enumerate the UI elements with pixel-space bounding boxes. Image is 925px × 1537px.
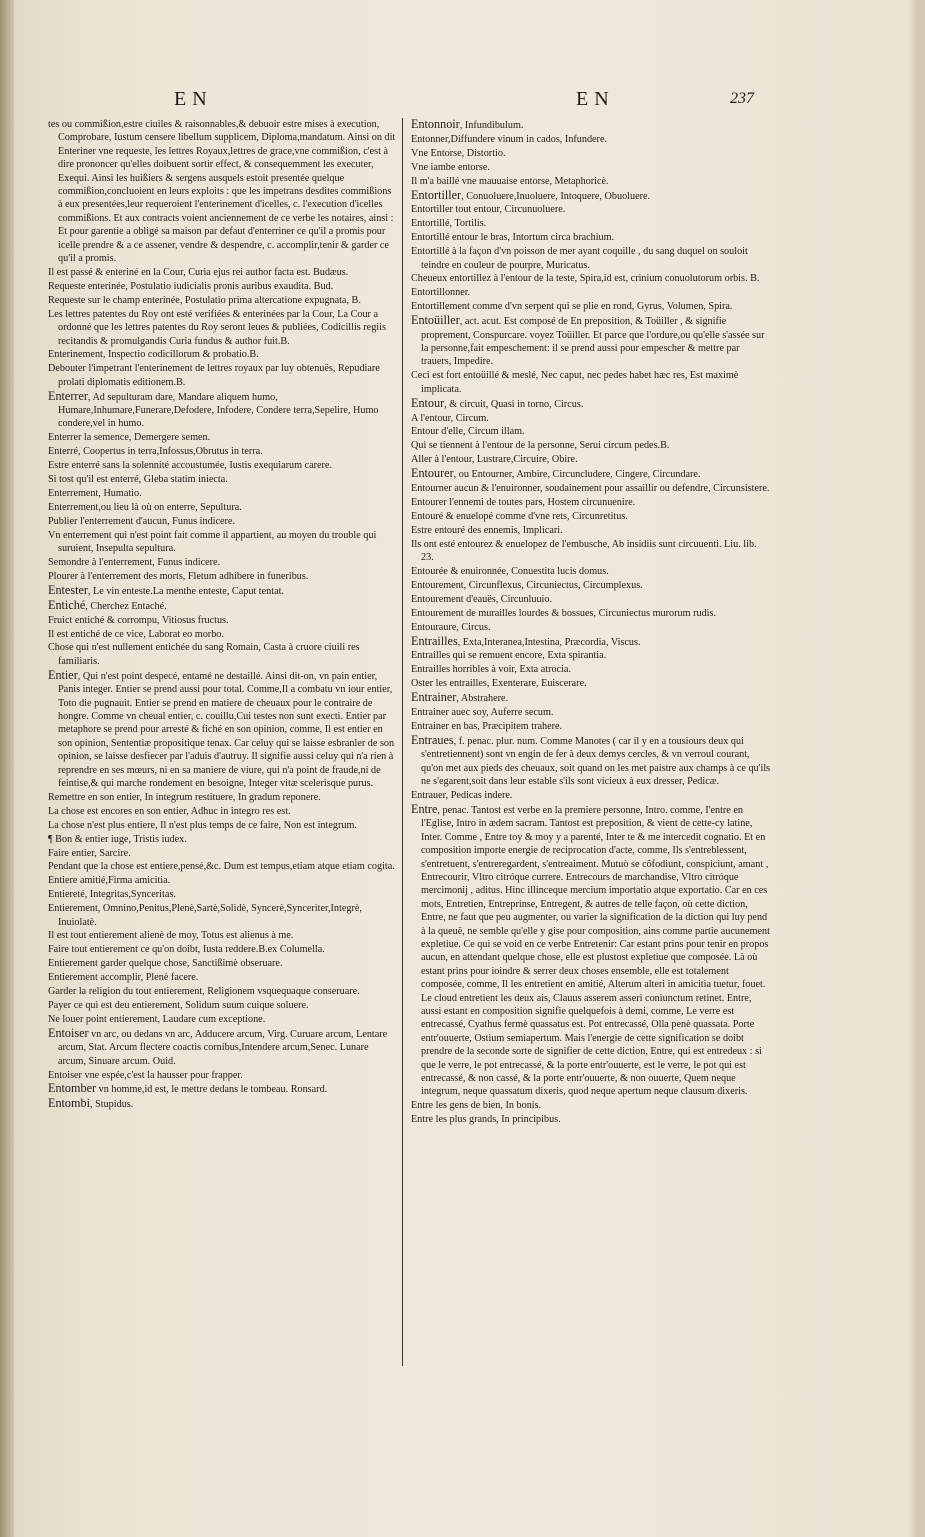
- book-gutter: [0, 0, 14, 1537]
- dictionary-entry: [411, 133, 771, 146]
- entry-headword: Entrailles: [411, 633, 458, 648]
- entry-gloss: Il est entiché de ce vice, Laborat eo morbo.: [48, 628, 224, 640]
- dictionary-entry: [411, 565, 771, 578]
- entry-gloss: Entrauer, Pedicas indere.: [411, 790, 513, 801]
- dictionary-entry: [48, 266, 396, 279]
- entry-gloss: Entiere amitié,Firma amicitia.: [48, 875, 171, 887]
- dictionary-entry: [48, 669, 396, 791]
- entry-gloss: Ils ont esté entourez & enuelopez de l'embusche, Ab insidiis sunt circuuenti. Liu. lib. 23.: [411, 538, 757, 564]
- dictionary-entry: [48, 515, 396, 528]
- dictionary-entry: [411, 189, 771, 203]
- entry-gloss: Entre les plus grands, In principibus.: [411, 1114, 561, 1126]
- entry-gloss: Entiereté, Integritas,Synceritas.: [48, 889, 176, 901]
- dictionary-entry: [411, 607, 771, 620]
- dictionary-entry: [48, 628, 396, 641]
- dictionary-entry: [411, 147, 771, 160]
- entry-headword: Enterrer: [48, 388, 88, 403]
- entry-gloss: , Cherchez Entaché.: [85, 600, 167, 612]
- entry-gloss: Entonner,Diffundere vinum in cados, Infundere.: [411, 133, 608, 145]
- dictionary-entry: [411, 706, 771, 719]
- dictionary-entry: [48, 473, 396, 486]
- entry-gloss: Ceci est fort entoüillé & meslé, Nec caput, nec pedes habet hæc res, Est maximè implicata.: [411, 370, 739, 395]
- entry-gloss: Les lettres patentes du Roy ont esté verifiées & enterinées par la Cour, La Cour a ordonné que les lettres patentes du Roy seront leues & publiées, Codicillis regiis recitandis & promulgandis Curia fundus & author fuit.B.: [48, 308, 386, 347]
- entry-headword: Entoüiller: [411, 313, 460, 328]
- entry-gloss: Oster les entrailles, Exenterare, Euiscerare.: [411, 678, 587, 690]
- entry-gloss: Faire tout entierement ce qu'on doibt, Iusta reddere.B.ex Columella.: [48, 944, 325, 956]
- dictionary-entry: [411, 496, 771, 509]
- entry-gloss: vn arc, ou dedans vn arc, Adducere arcum, Virg. Curuare arcum, Lentare arcum, Stat. Arcum flectere coactis cornibus,Intendere arcum,Senec. Lunare arcum, Sinuare arcum. Ouid.: [58, 1028, 388, 1067]
- entry-gloss: Entouré & enuelopé comme d'vne rets, Circunretitus.: [411, 510, 628, 522]
- dictionary-entry: [48, 985, 396, 998]
- dictionary-entry: [411, 300, 771, 313]
- entry-headword: Entraues: [411, 732, 454, 747]
- dictionary-entry: [411, 1099, 771, 1112]
- dictionary-entry: [411, 272, 771, 285]
- dictionary-entry: [48, 501, 396, 514]
- dictionary-entry: [411, 369, 771, 396]
- entry-gloss: Debouter l'impetrant l'enterinement de lettres royaux par luy obtenuës, Repudiare prolati diplomatis editionem.B.: [48, 363, 380, 388]
- dictionary-entry: [48, 1013, 396, 1026]
- dictionary-entry: [48, 459, 396, 472]
- dictionary-entry: [411, 217, 771, 230]
- dictionary-entry: [48, 348, 396, 361]
- dictionary-entry: [48, 805, 396, 818]
- dictionary-entry: [411, 245, 771, 272]
- dictionary-page: [14, 0, 917, 1537]
- entry-gloss: Entour d'elle, Circum illam.: [411, 426, 525, 438]
- header-left-guide: EN: [174, 88, 213, 110]
- entry-headword: Entre: [411, 801, 438, 816]
- entry-gloss: La chose est encores en son entier, Adhuc in integro res est.: [48, 805, 291, 817]
- entry-gloss: , f. penac. plur. num. Comme Manotes ( car il y en a tousiours deux qui s'entretiennent) sont vn engin de fer à deux demys cercles, & vn verroul courant, qu'on met aux pieds des cheuaux, soit quand on les met paistre aux champs à ce qu'ils ne s'egarent,soit dans leur estable s'ils sont vicieux à eux dresser, Pedicæ.: [421, 735, 771, 788]
- dictionary-entry: [411, 635, 771, 649]
- entry-gloss: Entrainer auec soy, Auferre secum.: [411, 707, 554, 719]
- entry-gloss: , Abstrahere.: [456, 693, 509, 705]
- dictionary-entry: [411, 412, 771, 425]
- entry-gloss: Aller à l'entour, Lustrare,Circuire, Obire.: [411, 454, 578, 466]
- entry-gloss: , Ad sepulturam dare, Mandare aliquem humo, Humare,Inhumare,Funerare,Defodere, Infodere, Condere terra,Sepelire, Humo condere,vel in humo.: [58, 391, 379, 430]
- entry-headword: Entier: [48, 667, 78, 682]
- entry-headword: Entour: [411, 395, 445, 410]
- dictionary-entry: [411, 538, 771, 565]
- entry-gloss: Semondre à l'enterrement, Funus indicere.: [48, 557, 221, 568]
- dictionary-entry: [48, 971, 396, 984]
- entry-headword: Entoiser: [48, 1025, 89, 1040]
- entry-gloss: tes ou commißion,estre ciuiles & raisonnables,& debuoir estre mises à execution, Comprobare, Iustum censere libellum supplicem, Diploma,mandatum. Ainsi on dit Enteriner vne requeste, les lettres Royaux,lettres de grace,vne commißion, c'est à dire prononcer qu'elles doibuent sortir effect, & consequemment les executer, Exequi. Ainsi les huißiers & sergens ausquels estoit presentée quelque commißion,concluoient en leurs exploits : que les impetrans desdites commißions à eux presentées,leur requeroient l'enterinement d'icelles, c. l'execution d'icelles commißions. Et aux contracts voient anciennement de ce verbe les notaires, ainsi : Et pour garentie a obligé sa maison par defaut d'enterriner ce qu'il a promis pour icelle prendre & a ce assener, vendre & despendre, c. accomplir,tenir & garder ce qu'il a promis.: [48, 119, 396, 265]
- page-edge: [909, 0, 917, 1537]
- entry-gloss: Entortillé entour le bras, Intortum circa brachium.: [411, 232, 615, 244]
- entry-gloss: Entourer l'ennemi de toutes pars, Hostem circunuenire.: [411, 496, 636, 508]
- dictionary-entry: [411, 286, 771, 299]
- dictionary-entry: [48, 584, 396, 598]
- entry-gloss: Entrainer en bas, Præcipitem trahere.: [411, 720, 563, 732]
- dictionary-entry: [48, 487, 396, 500]
- dictionary-entry: [48, 847, 396, 860]
- dictionary-entry: [48, 1069, 396, 1082]
- entry-gloss: Enterinement, Inspectio codicillorum & probatio.B.: [48, 349, 259, 361]
- entry-gloss: Entourner aucun & l'enuironner, soudainement pour assaillir ou defendre, Circunsistere.: [411, 483, 770, 495]
- dictionary-entry: [48, 362, 396, 389]
- entry-gloss: Remettre en son entier, In integrum restituere, In gradum reponere.: [48, 791, 321, 803]
- entry-gloss: vn homme,id est, le mettre dedans le tombeau. Ronsard.: [96, 1084, 328, 1096]
- entry-gloss: , ou Entourner, Ambire, Circuncludere, Cingere, Circundare.: [453, 469, 701, 481]
- dictionary-entry: [411, 579, 771, 592]
- entry-gloss: Il m'a baillé vne mauuaise entorse, Metaphoricè.: [411, 175, 609, 187]
- entry-gloss: Enterrement, Humatio.: [48, 487, 142, 499]
- entry-gloss: , Infundibulum.: [459, 120, 524, 131]
- dictionary-entry: [411, 397, 771, 411]
- entry-gloss: , Conuoluere,Inuoluere, Intoquere, Obuoluere.: [461, 190, 651, 202]
- entry-gloss: , act. acut. Est composé de En preposition, & Toüiller , & signifie proprement, Conspurcare. voyez Toüiller. Et parce que l'ordure,ou qu'elle s'assée sur la personne,fait empeschement: il se prend aussi pour empescher & mettre par trauers, Impedire.: [421, 316, 765, 368]
- entry-headword: Entester: [48, 582, 88, 597]
- dictionary-entry: [411, 649, 771, 662]
- entry-gloss: Entourement, Circunflexus, Circuniectus, Circumplexus.: [411, 579, 643, 591]
- column-rule: [402, 118, 403, 1366]
- dictionary-entry: [48, 902, 396, 929]
- entry-gloss: , Le vin enteste.La menthe enteste, Caput tentat.: [87, 585, 284, 597]
- dictionary-entry: [411, 524, 771, 537]
- entry-gloss: , & circuit, Quasi in torno, Circus.: [444, 398, 584, 410]
- dictionary-entry: [411, 510, 771, 523]
- dictionary-entry: [48, 943, 396, 956]
- dictionary-entry: [48, 888, 396, 901]
- entry-gloss: Entourée & enuironnée, Conuestita lucis domus.: [411, 566, 609, 577]
- entry-gloss: ¶ Bon & entier iuge, Tristis iudex.: [48, 833, 187, 845]
- dictionary-entry: [411, 691, 771, 705]
- running-header: [14, 88, 917, 114]
- dictionary-entry: [48, 556, 396, 569]
- entry-gloss: Entrailles horribles à voir, Exta atrocia.: [411, 664, 571, 676]
- entry-gloss: Fruict entiché & corrompu, Vitiosus fructus.: [48, 614, 229, 626]
- dictionary-entry: [48, 529, 396, 556]
- entry-gloss: , Stupidus.: [89, 1099, 134, 1111]
- dictionary-entry: [48, 445, 396, 458]
- dictionary-entry: [48, 599, 396, 613]
- page-number: 237: [730, 90, 754, 107]
- entry-gloss: Enterrement,ou lieu là où on enterre, Sepultura.: [48, 501, 242, 513]
- entry-gloss: Cheueux entortillez à l'entour de la teste, Spira,id est, crinium conuolutorum orbis. B.: [411, 273, 760, 285]
- entry-gloss: , Exta,Interanea,Intestina, Præcordia, Viscus.: [457, 636, 641, 648]
- entry-gloss: Qui se tiennent à l'entour de la personne, Serui circum pedes.B.: [411, 440, 670, 452]
- entry-gloss: Entortiller tout entour, Circunuoluere.: [411, 204, 566, 216]
- entry-gloss: Entierement garder quelque chose, Sanctißimè obseruare.: [48, 958, 283, 970]
- dictionary-entry: [48, 570, 396, 583]
- dictionary-entry: [411, 314, 771, 369]
- dictionary-entry: [48, 791, 396, 804]
- dictionary-entry: [411, 720, 771, 733]
- header-right-guide: EN: [576, 88, 615, 110]
- entry-gloss: Entourement de murailles lourdes & bossues, Circuniectus murorum rudis.: [411, 607, 717, 619]
- entry-gloss: Entierement, Omnino,Penitus,Plenè,Sartè,Solidè, Syncerè,Synceriter,Integrè, Inuiolatè.: [48, 903, 362, 928]
- entry-gloss: Vn enterrement qui n'est point fait comme il appartient, au moyen du trouble qui suruient, Insepulta sepultura.: [48, 529, 377, 555]
- dictionary-entry: [411, 621, 771, 634]
- dictionary-entry: [48, 999, 396, 1012]
- dictionary-entry: [48, 1097, 396, 1111]
- dictionary-entry: [48, 308, 396, 348]
- entry-gloss: Enterré, Coopertus in terra,Infossus,Obrutus in terra.: [48, 446, 263, 458]
- entry-gloss: Vne iambe entorse.: [411, 161, 490, 173]
- entry-headword: Entombi: [48, 1096, 90, 1111]
- dictionary-entry: [411, 231, 771, 244]
- dictionary-entry: [411, 425, 771, 438]
- dictionary-entry: [48, 431, 396, 444]
- entry-gloss: Chose qui n'est nullement entichée du sang Romain, Casta à cruore ciuili res familiaris.: [48, 642, 360, 667]
- dictionary-entry: [48, 833, 396, 846]
- dictionary-entry: [411, 789, 771, 802]
- entry-gloss: Plourer à l'enterrement des morts, Fletum adhibere in funeribus.: [48, 570, 309, 582]
- dictionary-entry: [48, 957, 396, 970]
- dictionary-entry: [48, 819, 396, 832]
- entry-headword: Entiché: [48, 597, 86, 612]
- entry-gloss: Estre entouré des ennemis, Implicari.: [411, 524, 563, 536]
- entry-gloss: Entoiser vne espée,c'est la hausser pour frapper.: [48, 1069, 243, 1081]
- entry-gloss: Entourement d'eauës, Circunluuio.: [411, 593, 553, 605]
- entry-gloss: A l'entour, Circum.: [411, 412, 489, 424]
- dictionary-entry: [411, 663, 771, 676]
- entry-gloss: Il est tout entierement alienè de moy, Totus est alienus à me.: [48, 930, 294, 942]
- entry-gloss: Vne Entorse, Distortio.: [411, 147, 506, 159]
- dictionary-entry: [48, 614, 396, 627]
- dictionary-entry: [411, 467, 771, 481]
- entry-gloss: Entortillé, Tortilis.: [411, 218, 487, 230]
- entry-headword: Entonnoir: [411, 117, 460, 131]
- entry-gloss: Enterrer la semence, Demergere semen.: [48, 432, 211, 444]
- dictionary-entry: [48, 874, 396, 887]
- entry-gloss: Entierement accomplir, Plenè facere.: [48, 972, 199, 984]
- dictionary-entry: [411, 453, 771, 466]
- dictionary-entry: [411, 1113, 771, 1126]
- dictionary-entry: [411, 482, 771, 495]
- entry-gloss: La chose n'est plus entiere, Il n'est plus temps de ce faire, Non est integrum.: [48, 819, 357, 831]
- entry-gloss: Faire entier, Sarcire.: [48, 847, 131, 859]
- entry-gloss: Entortillement comme d'vn serpent qui se plie en rond, Gyrus, Volumen, Spira.: [411, 301, 733, 313]
- entry-gloss: Estre enterré sans la solennité accoustumée, Iustis exequiarum carere.: [48, 460, 332, 472]
- dictionary-entry: [48, 1082, 396, 1096]
- dictionary-entry: [48, 929, 396, 942]
- entry-gloss: Requeste sur le champ enterinée, Postulatio prima altercatione expugnata, B.: [48, 294, 361, 306]
- dictionary-entry: [411, 118, 771, 132]
- entry-gloss: Pendant que la chose est entiere,pensé,&c. Dum est tempus,etiam atque etiam cogita.: [48, 861, 395, 873]
- dictionary-entry: [48, 641, 396, 668]
- dictionary-entry: [411, 734, 771, 789]
- dictionary-entry: [48, 280, 396, 293]
- dictionary-entry: [48, 860, 396, 873]
- entry-headword: Entomber: [48, 1081, 97, 1096]
- entry-gloss: Requeste enterinée, Postulatio iudicialis pronis auribus exaudita. Bud.: [48, 280, 334, 292]
- dictionary-entry: [411, 161, 771, 174]
- dictionary-entry: [48, 294, 396, 307]
- dictionary-entry: [48, 390, 396, 431]
- entry-gloss: Il est passé & enteriné en la Cour, Curia ejus rei author facta est. Budæus.: [48, 266, 349, 278]
- entry-gloss: Entortillonner.: [411, 287, 471, 299]
- entry-gloss: Garder la religion du tout entierement, Religionem vsquequaque conseruare.: [48, 986, 360, 998]
- left-column: [48, 118, 396, 1112]
- entry-headword: Entrainer: [411, 690, 457, 705]
- dictionary-entry: [411, 803, 771, 1099]
- dictionary-entry: [411, 677, 771, 690]
- dictionary-entry: [411, 203, 771, 216]
- dictionary-entry: [48, 118, 396, 265]
- entry-gloss: Publier l'enterrement d'aucun, Funus indicere.: [48, 515, 235, 527]
- entry-gloss: Entrailles qui se remuent encore, Exta spirantia.: [411, 650, 607, 662]
- entry-headword: Entourer: [411, 466, 454, 481]
- right-column: [411, 118, 771, 1127]
- entry-gloss: Entortillé à la façon d'vn poisson de mer ayant coquille , du sang duquel on souloit teindre en couleur de pourpre, Muricatus.: [411, 246, 748, 271]
- entry-gloss: Payer ce qui est deu entierement, Solidum suum cuique soluere.: [48, 1000, 309, 1011]
- dictionary-entry: [48, 1027, 396, 1068]
- entry-gloss: , Qui n'est point despecé, entamé ne destaillé. Ainsi dit-on, vn pain entier, Panis integer. Entier se prend aussi pour total. Comme,Il a combatu vn iour entier, Toto die pugnauit. Entier se prend en matiere de cheuaux pour le contraire de hongre. Comme vn cheual entier, c. couillu,Cui testes non sunt execti. Entier par metaphore se prend pour arresté & fiché en son opinion, comme, Il est entier en son opinion, Sententiæ propositique tenax. Car celuy qui se laisse esbranler de son opinion, se laisse desfiecer par l'aduis d'autruy. Il signifie aussi celuy qui n'a rien à reprendre en ses mœurs, ni en sa maniere de viure, qui n'a point de fraude,ni de feintise,& qui marche rondement en besoigne, Integer vitæ scelerisque purus.: [58, 670, 395, 789]
- entry-gloss: Ne louer point entierement, Laudare cum exceptione.: [48, 1013, 266, 1025]
- dictionary-entry: [411, 175, 771, 188]
- dictionary-entry: [411, 593, 771, 606]
- dictionary-entry: [411, 439, 771, 452]
- entry-gloss: Si tost qu'il est enterré, Gleba statim iniecta.: [48, 474, 228, 486]
- entry-gloss: , penac. Tantost est verbe en la premiere personne, Intro. comme, I'entre en l'Eglise, Intro in ædem sacram. Tantost est preposition, & vient de cette-cy latine, Inter. Comme , Entre toy & moy y a parenté, Inter te & me intercedit cognatio. Et en composition importe energie de reciprocation d'acte, comme, Ils s'entreblessent, s'entretuent, s'entreregardent, s'entreaiment. Mutuò se cõfodiunt, conspiciunt, amant , Entrecourir, Vltro citróque currere. Entrecours de marchandise, Vltro citróque mercimonij , aditus. Hinc illinceque mercium importatio atque exportatio. Car en ces mots, Entretien, Entreprinse, Entregent, & autres de telle façon, où cette diction, Entre, ne faut que peu augmenter, ou varier la signification de la diction qui luy pend à la queuë, ne semble qu'elle y gise pour composition, ains comme partie aucunement expletiue. Ce qui se void en ce verbe Entretenir: Car estant prins pour tenir en propos aucun, en attendant quelque chose, elle est plustost expletiue que composée. Là où estant prins pour ioindre & serrer deux choses ensemble, elle est totalement composée, comme, Il les entretient en amitié, Alterum alteri in amicitia tuetur, fouet. Le cloud entretient les deux ais, Clauus asserem asseri coniunctum retinet. Entre, aussi estant en composition signifie quelquefois à demi, comme, Le verre est entrecassé, Cyathus fermè quassatus est. Pot entrecassé, Olla penè quassata. Porte entr'ouuerte, Ostium semiapertum. Mais l'energie de cette signification se doibt prendre de la seconde sorte de signifier de cette diction, Entre, qui est entredeux : si que le verre, le pot entrecassé, & la porte entr'ouuerte, est le verre, le pot qui est entrecassé, & non cassé, & la porte entr'ouuerte, & non ouuerte, Quem neque integrum, neque quassatum dixeris, quod neque apertum neque clausum dixeris.: [421, 804, 770, 1098]
- entry-headword: Entortiller: [411, 187, 462, 202]
- entry-gloss: Entre les gens de bien, In bonis.: [411, 1100, 542, 1112]
- entry-gloss: Entouraure, Circus.: [411, 621, 491, 633]
